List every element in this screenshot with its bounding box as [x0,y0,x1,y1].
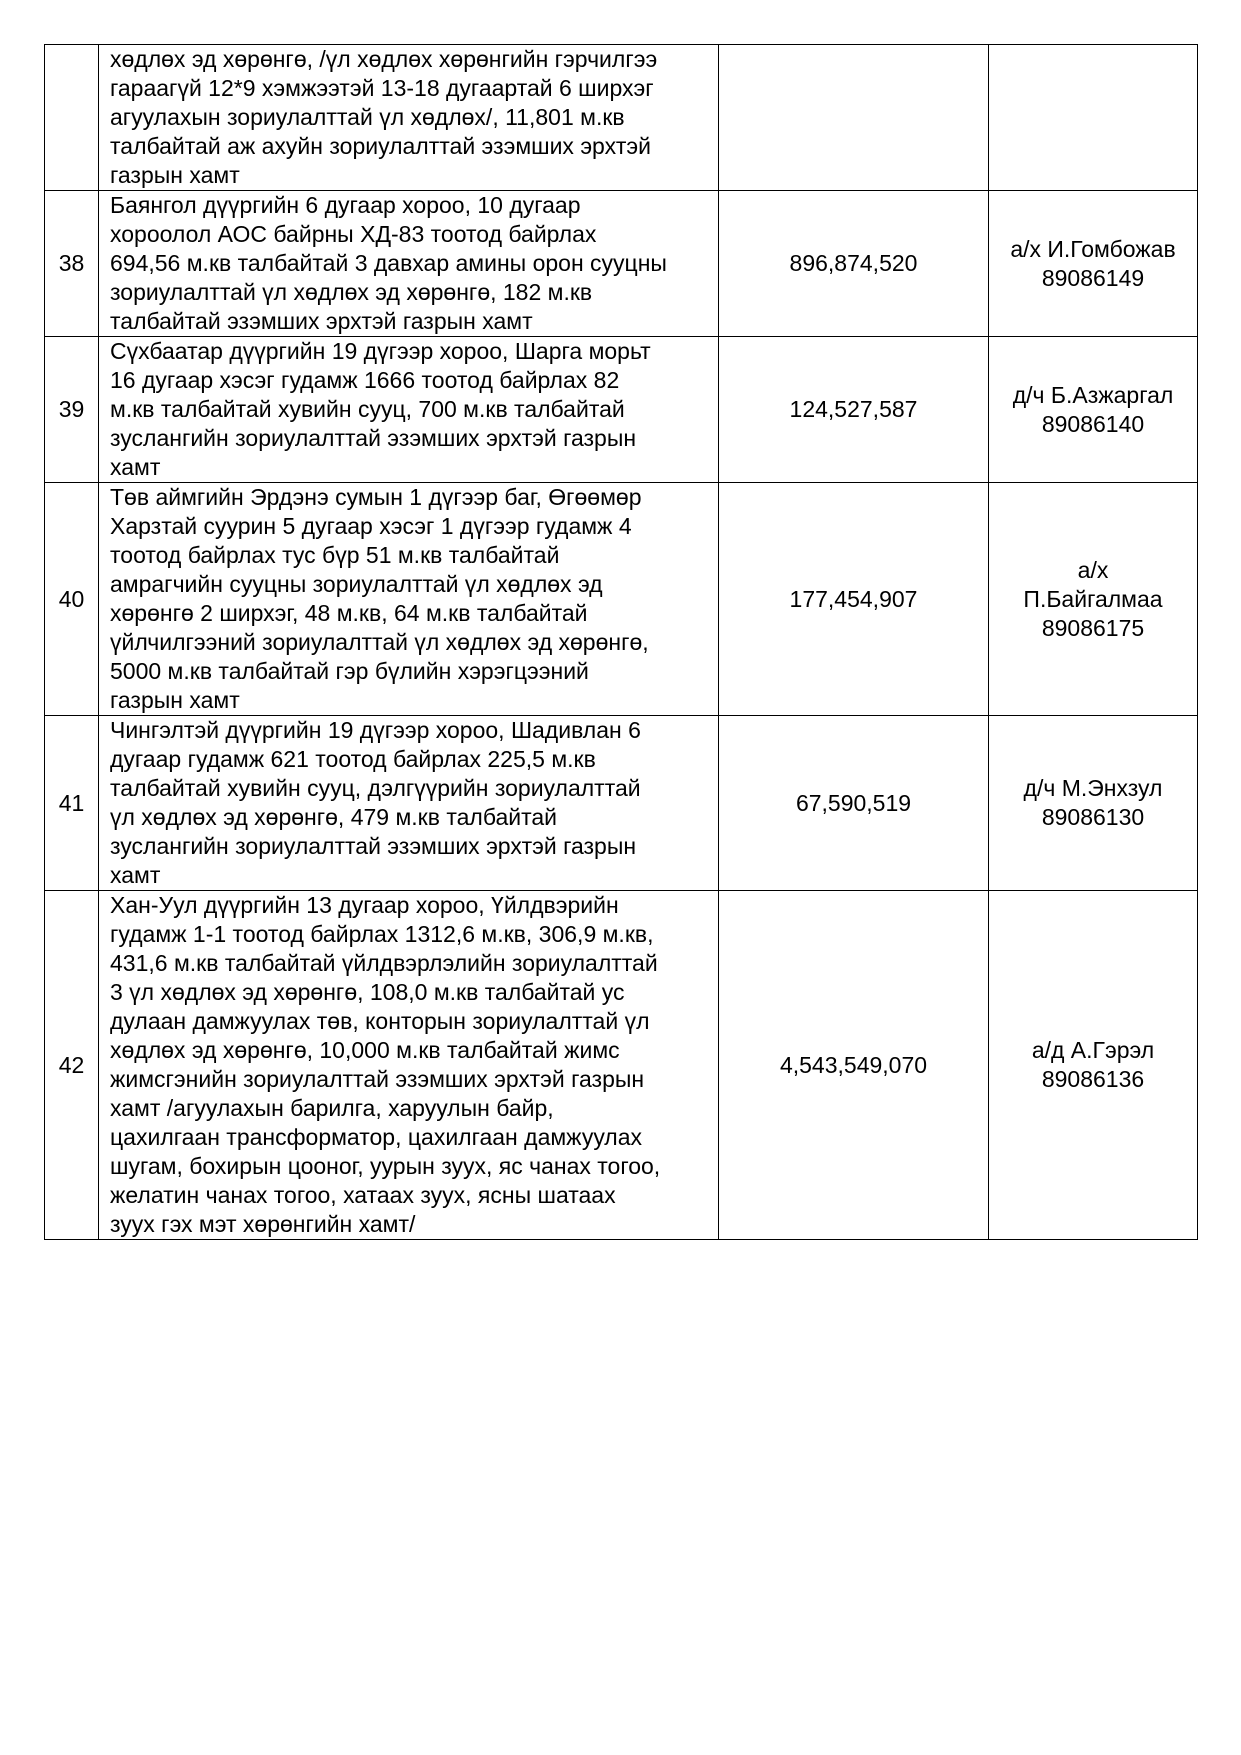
row-number: 38 [45,191,99,337]
contact-cell [989,191,1198,337]
contact-name-continued: П.Байгалмаа [1023,585,1163,612]
starting-price [719,45,989,191]
table-row [45,191,1198,337]
contact-name: д/ч М.Энхзул [1023,775,1163,801]
contact-phone: 89086130 [1041,804,1145,830]
starting-price: 4,543,549,070 [719,891,989,1240]
contact-name: а/д А.Гэрэл [1031,1037,1155,1063]
contact-cell [989,483,1198,716]
table-row [45,337,1198,483]
property-description: Чингэлтэй дүүргийн 19 дүгээр хороо, Шадивлан 6 дугаар гудамж 621 тоотод байрлах 225,5 м.кв талбайтай хувийн сууц, дэлгүүрийн зориулалттай үл хөдлөх эд хөрөнгө, 479 м.кв талбайтай зуслангийн зориулалттай эзэмших эрхтэй газрын хамт [99,716,719,891]
contact-cell [989,337,1198,483]
property-table [44,44,1198,1240]
contact-phone: 89086175 [1041,614,1145,641]
property-description: Хан-Уул дүүргийн 13 дугаар хороо, Үйлдвэрийн гудамж 1-1 тоотод байрлах 1312,6 м.кв, 306,9 м.кв, 431,6 м.кв талбайтай үйлдвэрлэлийн зориулалттай 3 үл хөдлөх эд хөрөнгө, 108,0 м.кв талбайтай ус дулаан дамжуулах төв, конторын зориулалттай үл хөдлөх эд хөрөнгө, 10,000 м.кв талбайтай жимс жимсгэнийн зориулалттай эзэмших эрхтэй газрын хамт /агуулахын барилга, харуулын байр, цахилгаан трансформатор, цахилгаан дамжуулах шугам, бохирын цооног, уурын зуух, яс чанах тогоо, желатин чанах тогоо, хатаах зуух, ясны шатаах зуух гэх мэт хөрөнгийн хамт/ [99,891,719,1240]
row-number: 39 [45,337,99,483]
row-number: 40 [45,483,99,716]
property-description: Баянгол дүүргийн 6 дугаар хороо, 10 дугаар хороолол АОС байрны ХД-83 тоотод байрлах 694,56 м.кв талбайтай 3 давхар амины орон сууцны зориулалттай үл хөдлөх эд хөрөнгө, 182 м.кв талбайтай эзэмших эрхтэй газрын хамт [99,191,719,337]
table-row [45,45,1198,191]
contact-phone: 89086136 [1041,1066,1145,1092]
contact-cell [989,891,1198,1240]
contact-phone: 89086149 [1041,264,1145,291]
starting-price: 124,527,587 [719,337,989,483]
table-row [45,483,1198,716]
table-row [45,891,1198,1240]
starting-price: 896,874,520 [719,191,989,337]
row-number [45,45,99,191]
property-description: хөдлөх эд хөрөнгө, /үл хөдлөх хөрөнгийн гэрчилгээ гараагүй 12*9 хэмжээтэй 13-18 дугаартай 6 ширхэг агуулахын зориулалттай үл хөдлөх/, 11,801 м.кв талбайтай аж ахуйн зориулалттай эзэмших эрхтэй газрын хамт [99,45,719,191]
contact-cell [989,45,1198,191]
table-row [45,716,1198,891]
starting-price: 177,454,907 [719,483,989,716]
contact-name: д/ч Б.Азжаргал [1012,381,1174,408]
contact-phone: 89086140 [1041,410,1145,437]
starting-price: 67,590,519 [719,716,989,891]
row-number: 41 [45,716,99,891]
property-description: Сүхбаатар дүүргийн 19 дүгээр хороо, Шарга морьт 16 дугаар хэсэг гудамж 1666 тоотод байрлах 82 м.кв талбайтай хувийн сууц, 700 м.кв талбайтай зуслангийн зориулалттай эзэмших эрхтэй газрын хамт [99,337,719,483]
row-number: 42 [45,891,99,1240]
property-description: Төв аймгийн Эрдэнэ сумын 1 дүгээр баг, Өгөөмөр Харзтай суурин 5 дугаар хэсэг 1 дүгээр гудамж 4 тоотод байрлах тус бүр 51 м.кв талбайтай амрагчийн сууцны зориулалттай үл хөдлөх эд хөрөнгө 2 ширхэг, 48 м.кв, 64 м.кв талбайтай үйлчилгээний зориулалттай үл хөдлөх эд хөрөнгө, 5000 м.кв талбайтай гэр бүлийн хэрэгцээний газрын хамт [99,483,719,716]
contact-name: а/х [1077,556,1109,583]
contact-name: а/х И.Гомбожав [1010,235,1176,262]
contact-cell [989,716,1198,891]
